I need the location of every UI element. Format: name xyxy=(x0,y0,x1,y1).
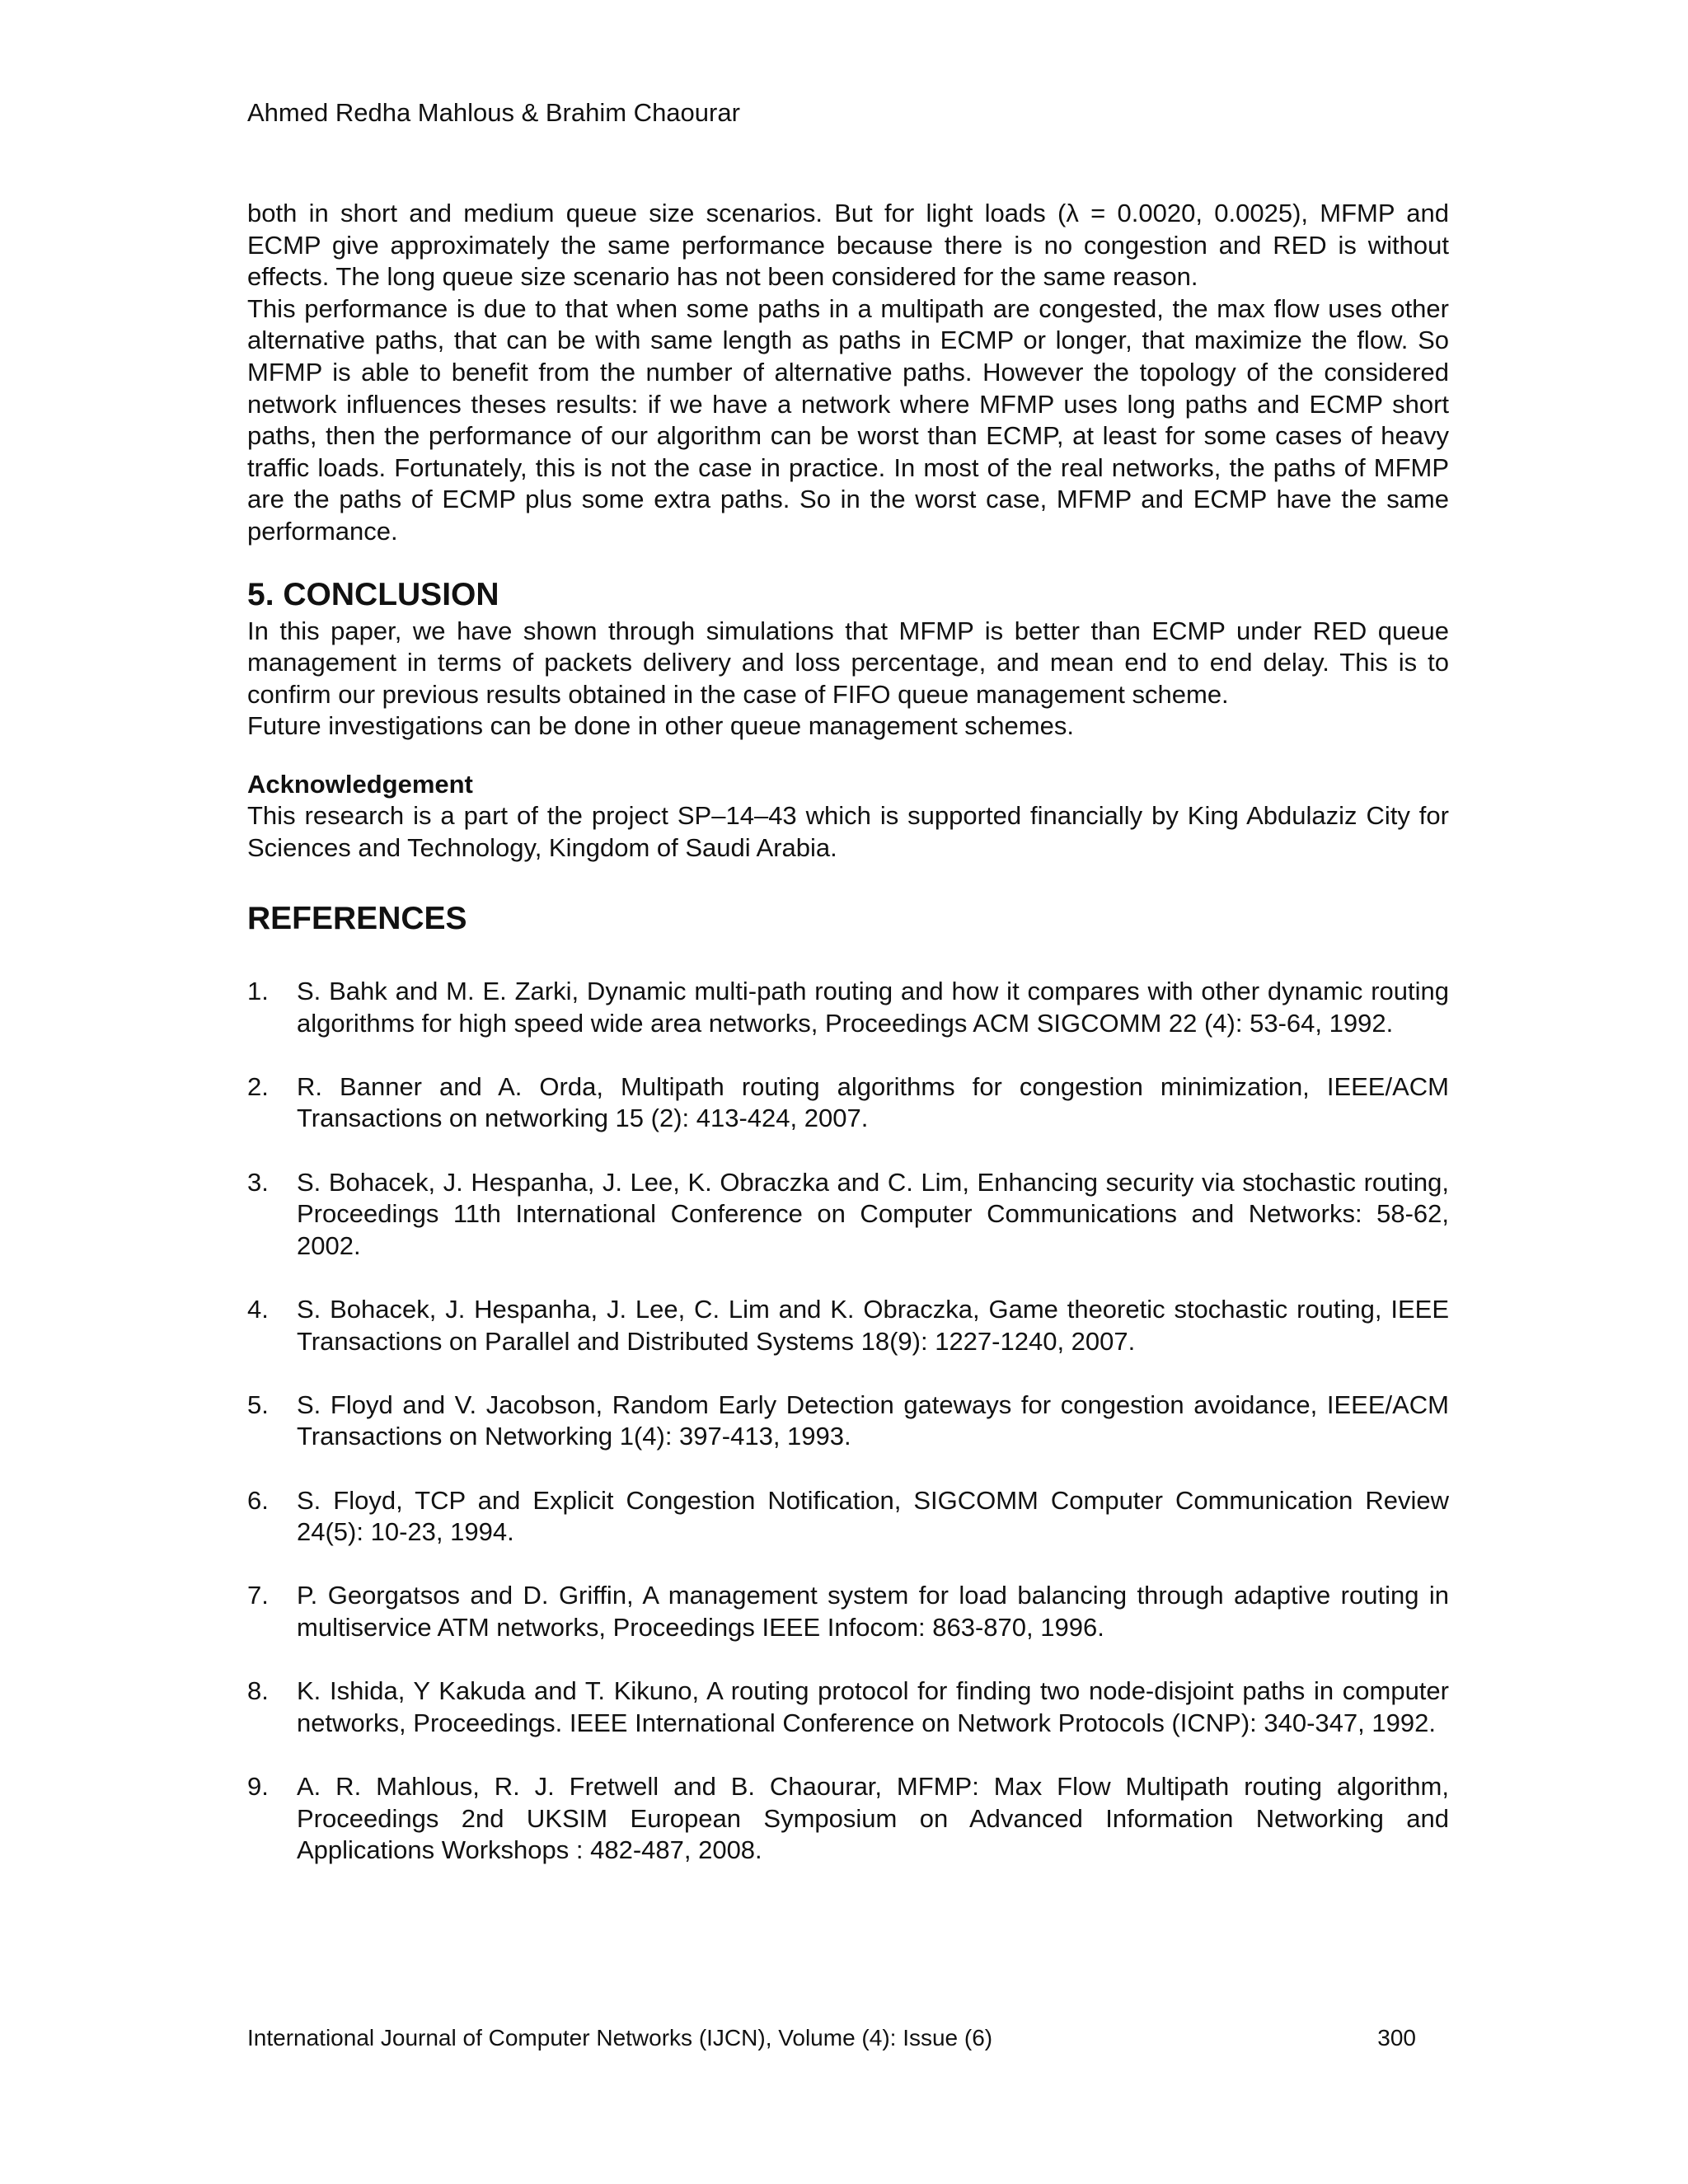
reference-text: S. Floyd and V. Jacobson, Random Early Detection gateways for congestion avoidance, IEEE/ACM Transactions on Networking 1(4): 397-413, 1993. xyxy=(297,1390,1449,1451)
reference-text: K. Ishida, Y Kakuda and T. Kikuno, A routing protocol for finding two node-disjoint paths in computer networks, Proceedings. IEEE International Conference on Network Protocols (ICNP): 340-347, 1992. xyxy=(297,1676,1449,1737)
conclusion-paragraph-2: Future investigations can be done in other queue management schemes. xyxy=(247,711,1074,741)
reference-number: 4. xyxy=(247,1295,269,1324)
references-heading: REFERENCES xyxy=(247,901,467,937)
body-paragraph-1: both in short and medium queue size scenarios. But for light loads (λ = 0.0020, 0.0025), MFMP and ECMP give approximately the same performance because there is no congestion and RED is without effects. The long queue size scenario has not been considered for the same reason. xyxy=(247,199,1449,292)
acknowledgement-text: This research is a part of the project SP–14–43 which is supported financially by King Abdulaziz City for Sciences and Technology, Kingdom of Saudi Arabia. xyxy=(247,800,1449,862)
acknowledgement-heading: Acknowledgement xyxy=(247,769,473,799)
journal-citation: International Journal of Computer Networks (IJCN), Volume (4): Issue (6) xyxy=(247,2025,993,2050)
reference-item xyxy=(247,1771,1449,1867)
page-footer xyxy=(247,2024,1449,2052)
reference-number: 6. xyxy=(247,1485,269,1515)
reference-item xyxy=(247,1167,1449,1263)
reference-text: S. Bohacek, J. Hespanha, J. Lee, K. Obraczka and C. Lim, Enhancing security via stochastic routing, Proceedings 11th International Conference on Computer Communications and Networks: 58-62, 2002. xyxy=(297,1167,1449,1260)
reference-item xyxy=(247,1390,1449,1453)
reference-text: A. R. Mahlous, R. J. Fretwell and B. Chaourar, MFMP: Max Flow Multipath routing algorithm, Proceedings 2nd UKSIM European Symposium on Advanced Information Networking and Applications Workshops : 482-487, 2008. xyxy=(297,1771,1449,1865)
reference-item xyxy=(247,1580,1449,1643)
reference-text: S. Bohacek, J. Hespanha, J. Lee, C. Lim and K. Obraczka, Game theoretic stochastic routing, IEEE Transactions on Parallel and Distributed Systems 18(9): 1227-1240, 2007. xyxy=(297,1295,1449,1356)
reference-number: 5. xyxy=(247,1390,269,1419)
page-body xyxy=(247,198,1449,1898)
reference-text: S. Bahk and M. E. Zarki, Dynamic multi-path routing and how it compares with other dynamic routing algorithms for high speed wide area networks, Proceedings ACM SIGCOMM 22 (4): 53-64, 1992. xyxy=(297,977,1449,1038)
reference-text: R. Banner and A. Orda, Multipath routing algorithms for congestion minimization, IEEE/ACM Transactions on networking 15 (2): 413-424, 2007. xyxy=(297,1071,1449,1133)
conclusion-heading: 5. CONCLUSION xyxy=(247,576,499,612)
reference-item xyxy=(247,1485,1449,1549)
running-head: Ahmed Redha Mahlous & Brahim Chaourar xyxy=(247,98,740,127)
body-paragraph-2: This performance is due to that when some paths in a multipath are congested, the max flow uses other alternative paths, that can be with same length as paths in ECMP or longer, that maximize the flow. So MFMP is able to benefit from the number of alternative paths. However the topology of the considered network influences theses results: if we have a network where MFMP uses long paths and ECMP short paths, then the performance of our algorithm can be worst than ECMP, at least for some cases of heavy traffic loads. Fortunately, this is not the case in practice. In most of the real networks, the paths of MFMP are the paths of ECMP plus some extra paths. So in the worst case, MFMP and ECMP have the same performance. xyxy=(247,293,1449,546)
reference-item xyxy=(247,1294,1449,1357)
reference-text: S. Floyd, TCP and Explicit Congestion Notification, SIGCOMM Computer Communication Review 24(5): 10-23, 1994. xyxy=(297,1485,1449,1547)
reference-item xyxy=(247,976,1449,1039)
reference-number: 9. xyxy=(247,1771,269,1801)
reference-number: 8. xyxy=(247,1676,269,1706)
reference-number: 2. xyxy=(247,1071,269,1101)
reference-number: 7. xyxy=(247,1581,269,1610)
page-number: 300 xyxy=(1377,2025,1416,2050)
reference-item xyxy=(247,1071,1449,1135)
reference-list xyxy=(247,976,1449,1867)
reference-number: 1. xyxy=(247,977,269,1006)
reference-item xyxy=(247,1675,1449,1739)
conclusion-paragraph-1: In this paper, we have shown through simulations that MFMP is better than ECMP under RED queue management in terms of packets delivery and loss percentage, and mean end to end delay. This is to confirm our previous results obtained in the case of FIFO queue management scheme. xyxy=(247,616,1449,709)
reference-number: 3. xyxy=(247,1167,269,1197)
reference-text: P. Georgatsos and D. Griffin, A management system for load balancing through adaptive routing in multiservice ATM networks, Proceedings IEEE Infocom: 863-870, 1996. xyxy=(297,1581,1449,1642)
